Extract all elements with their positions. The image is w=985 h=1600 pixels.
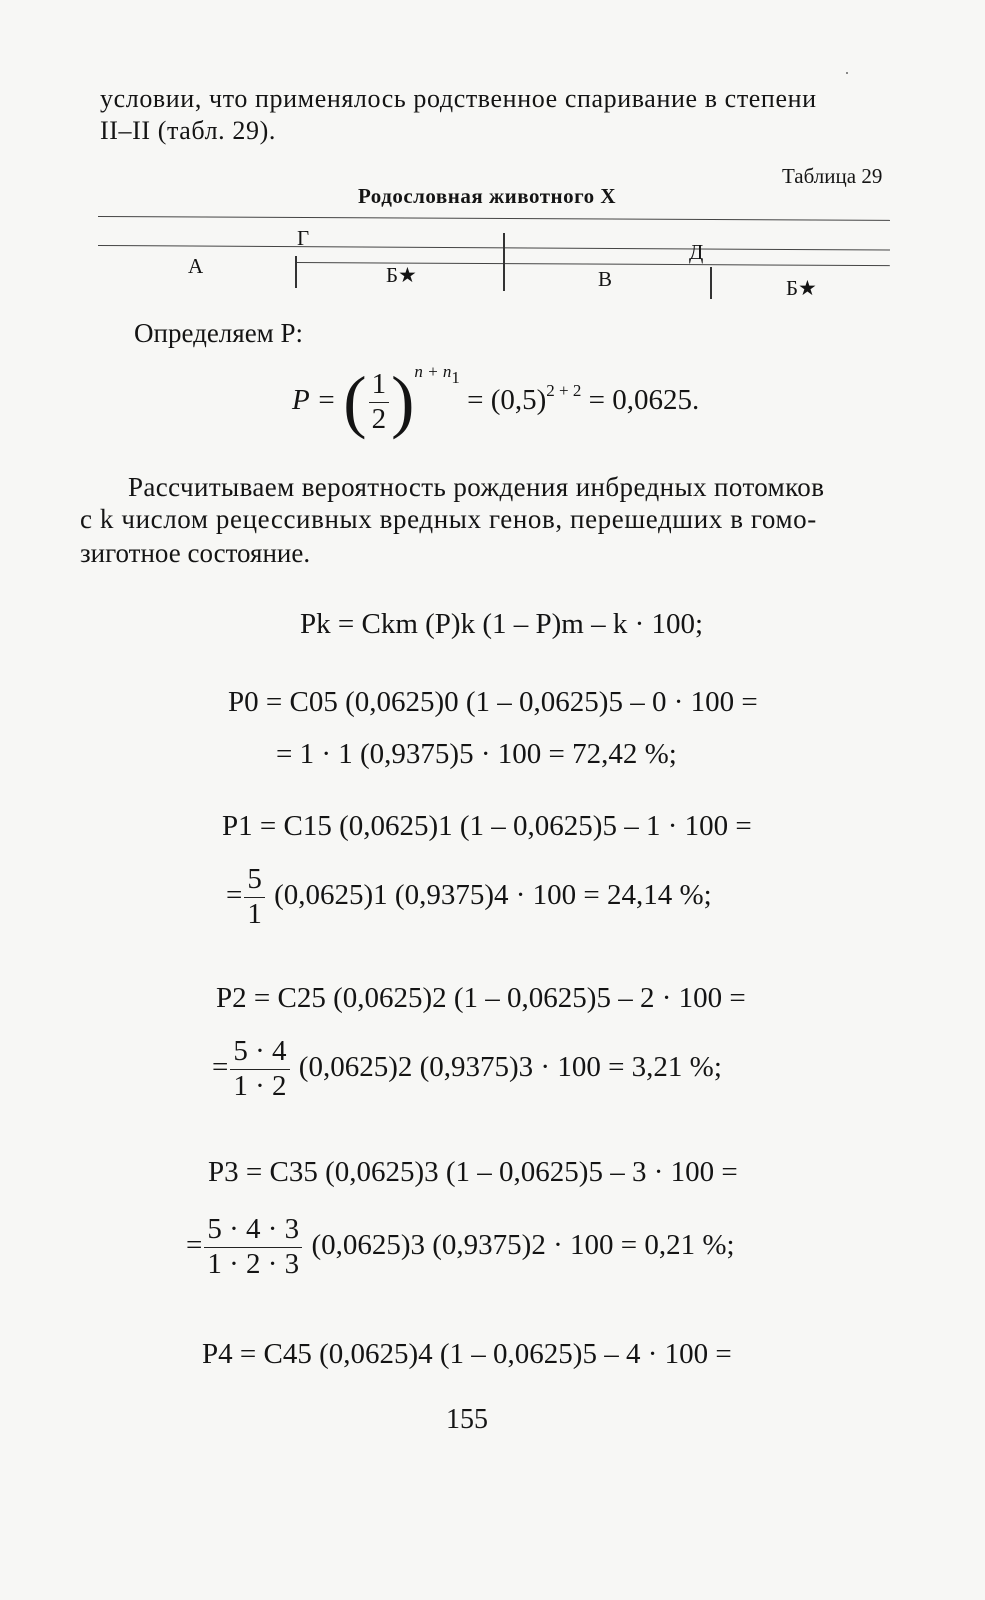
- p2-fraction: $\frac{5 \cdot 4}{1 \cdot 2}$: [230, 1036, 289, 1103]
- p0-line-1: P0 = C05 (0,0625)0 (1 – 0,0625)5 – 0 · 100 =: [228, 686, 758, 718]
- parent-sire: Г: [297, 226, 310, 250]
- determine-p: Определяем P:: [134, 318, 304, 348]
- p2-line-2: = $\frac{5 \cdot 4}{1 \cdot 2}$ (0,0625)2 (0,9375)3 · 100 = 3,21 %;: [212, 1035, 722, 1102]
- table-title: Родословная животного X: [358, 184, 617, 208]
- intro-line-1: условии, что применялось родственное спаривание в степени: [100, 84, 817, 113]
- table-divider-right: [710, 267, 712, 299]
- grandparent-v: В: [598, 267, 613, 291]
- paragraph-line-2: с k числом рецессивных вредных генов, перешедших в гомо-: [80, 504, 817, 534]
- speck: [846, 72, 848, 74]
- grandparent-b1: Б★: [386, 263, 417, 287]
- general-formula: Pk = Ckm (P)k (1 – P)m – k · 100;: [300, 608, 704, 640]
- grandparent-a: А: [188, 254, 204, 278]
- page-number: 155: [446, 1404, 488, 1435]
- parent-dam: Д: [689, 240, 704, 264]
- table-caption: Таблица 29: [782, 164, 883, 188]
- table-divider-center: [503, 233, 505, 291]
- grandparent-b2: Б★: [786, 276, 817, 300]
- table-divider-left: [295, 256, 297, 288]
- paragraph-line-1: Рассчитываем вероятность рождения инбредных потомков: [128, 472, 825, 502]
- p3-line-2: = $\frac{5 \cdot 4 \cdot 3}{1 \cdot 2 \cdot 3}$ (0,0625)3 (0,9375)2 · 100 = 0,21 %;: [186, 1213, 735, 1280]
- p0-line-2: = 1 · 1 (0,9375)5 · 100 = 72,42 %;: [276, 738, 677, 770]
- formula-p-lhs: P =: [292, 384, 337, 416]
- p4-line-1: P4 = C45 (0,0625)4 (1 – 0,0625)5 – 4 · 100 =: [202, 1338, 732, 1370]
- p1-line-1: P1 = C15 (0,0625)1 (1 – 0,0625)5 – 1 · 100 =: [222, 810, 752, 842]
- formula-p-rhs-b: = 0,0625.: [588, 384, 700, 416]
- formula-p-rhs-a: = (0,5): [467, 384, 547, 416]
- p1-line-2: = $\frac{5}{1}$ (0,0625)1 (0,9375)4 · 100 = 24,14 %;: [226, 863, 712, 930]
- formula-p: P = ( $\frac{1}{2}$ )$^{n + n_1} = (0,5)^{2 + 2} = 0,0625$.: [292, 362, 700, 441]
- p1-fraction: $\frac{5}{1}$: [244, 864, 265, 931]
- p3-fraction: $\frac{5 \cdot 4 \cdot 3}{1 \cdot 2 \cdot 3}$: [204, 1214, 302, 1281]
- table-top-rule: [98, 216, 890, 221]
- table-mid-rule: [98, 245, 890, 251]
- formula-p-fraction: $\frac{1}{2}$: [369, 369, 390, 436]
- p3-line-1: P3 = C35 (0,0625)3 (1 – 0,0625)5 – 3 · 100 =: [208, 1156, 738, 1188]
- paragraph-line-3: зиготное состояние.: [80, 538, 311, 568]
- p2-line-1: P2 = C25 (0,0625)2 (1 – 0,0625)5 – 2 · 100 =: [216, 982, 746, 1014]
- intro-line-2: II–II (табл. 29).: [100, 116, 276, 145]
